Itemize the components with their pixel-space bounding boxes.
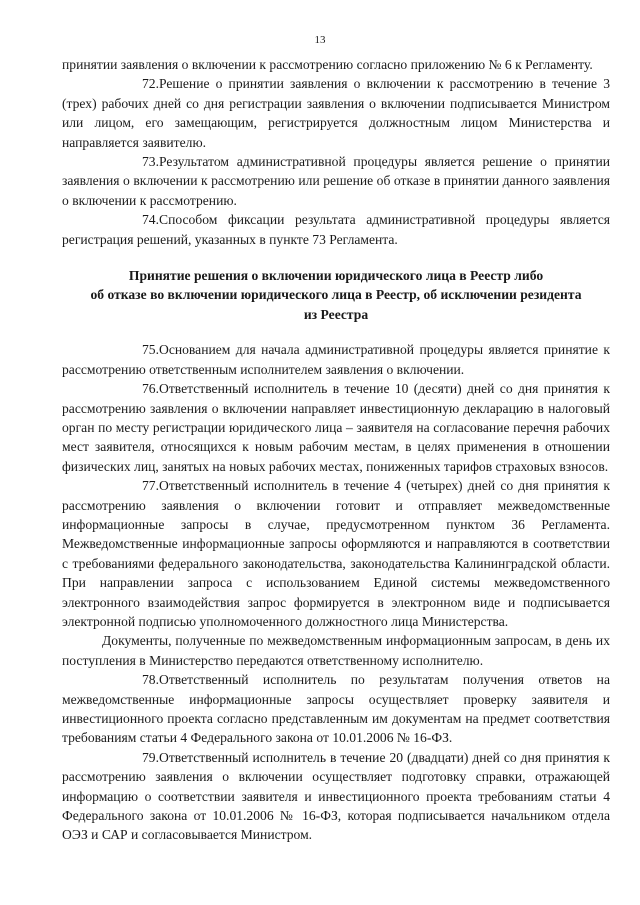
paragraph-number: 78. [142,672,159,688]
paragraph-77 [62,476,610,631]
paragraph-73 [62,152,610,210]
paragraph-text: Решение о принятии заявления о включении к рассмотрению в течение 3 (трех) рабочих дней со дня регистрации заявления о включении подписывается Министром или лицом, его замещающим, регистрируется должностным лицом Министерства и направляется заявителю. [62,76,610,150]
paragraph-76 [62,379,610,476]
paragraph-text: Ответственный исполнитель в течение 10 (десяти) дней со дня принятия к рассмотрению заявления о включении направляет инвестиционную декларацию в налоговый орган по месту регистрации юридического лица – заявителя на согласование перечня рабочих мест заявителя, относящихся к новым рабочим местам, в целях применения в отношении физических лиц, занятых на новых рабочих местах, пониженных тарифов страховых взносов. [62,381,610,474]
paragraph-text: Документы, полученные по межведомственным информационным запросам, в день их поступления в Министерство передаются ответственному исполнителю. [62,633,610,668]
section-heading [62,266,610,324]
heading-line: из Реестра [303,306,369,322]
paragraph-74 [62,210,610,249]
paragraph-continuation: принятии заявления о включении к рассмотрению согласно приложению № 6 к Регламенту. [62,57,593,72]
paragraph-text: Способом фиксации результата административной процедуры является регистрация решений, указанных в пункте 73 Регламента. [62,212,610,247]
document-body [62,55,610,845]
paragraph-78 [62,670,610,748]
heading-line: об отказе во включении юридического лица в Реестр, об исключении резидента [90,287,582,303]
paragraph-text: Ответственный исполнитель по результатам получения ответов на межведомственные информационные запросы осуществляет проверку заявителя и инвестиционного проекта согласно представленным им документам на предмет соответствия требованиям статьи 4 Федерального закона от 10.01.2006 № 16-ФЗ. [62,672,610,746]
paragraph-text: Результатом административной процедуры является решение о принятии заявления о включении к рассмотрению или решение об отказе в принятии данного заявления о включении к рассмотрению. [62,154,610,208]
paragraph-number: 72. [142,76,159,92]
page-number: 13 [314,34,326,46]
paragraph-75 [62,340,610,379]
paragraph-number: 74. [142,212,159,228]
paragraph-number: 79. [142,749,159,765]
paragraph-text: Ответственный исполнитель в течение 4 (четырех) дней со дня принятия к рассмотрению заявления о включении готовит и отправляет межведомственные информационные запросы в случае, предусмотренном пунктом 36 Регламента. Межведомственные информационные запросы оформляются и направляются в соответствии с требованиями федерального законодательства, законодательства Калининградской области. При направлении запроса с использованием Единой системы межведомственного электронного взаимодействия запрос формируется в электронном виде и подписывается электронной подписью уполномоченного должностного лица Министерства. [62,478,610,629]
paragraph-number: 77. [142,478,159,494]
heading-line: Принятие решения о включении юридического лица в Реестр либо [128,268,544,284]
paragraph-number: 76. [142,381,159,397]
paragraph-number: 73. [142,154,159,170]
paragraph-text: Ответственный исполнитель в течение 20 (двадцати) дней со дня принятия к рассмотрению заявления о включении осуществляет подготовку справки, отражающей информацию о соответствии заявителя и инвестиционного проекта требованиям статьи 4 Федерального закона от 10.01.2006 № 16-ФЗ, которая подписывается начальником отдела ОЭЗ и САР и согласовывается Министром. [62,749,610,843]
paragraph-documents [62,631,610,670]
paragraph-79 [62,748,610,845]
paragraph-number: 75. [142,342,159,358]
paragraph-72 [62,74,610,152]
paragraph-text: Основанием для начала административной процедуры является принятие к рассмотрению ответственным исполнителем заявления о включении. [62,342,610,377]
